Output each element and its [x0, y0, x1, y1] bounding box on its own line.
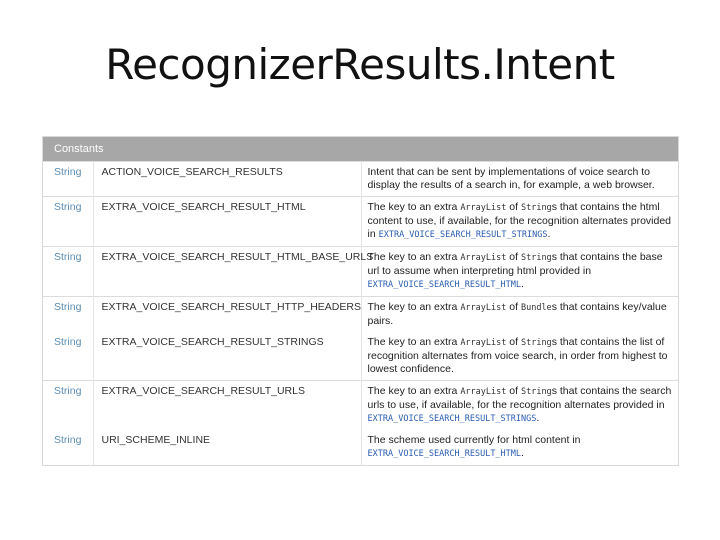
constant-description: Intent that can be sent by implementations of voice search to display the results of a search in, for example, a web browser. [361, 162, 678, 197]
constant-type[interactable]: String [43, 381, 93, 431]
code-type-ref[interactable]: ArrayList [460, 387, 507, 397]
constant-link[interactable]: EXTRA_VOICE_SEARCH_RESULT_STRINGS [378, 230, 548, 240]
table-row [43, 381, 678, 431]
code-type-ref[interactable]: Bundle [520, 303, 552, 313]
table-row [43, 430, 678, 465]
constant-description: The scheme used currently for html content in EXTRA_VOICE_SEARCH_RESULT_HTML. [361, 430, 678, 465]
table-row [43, 162, 678, 197]
constant-type[interactable]: String [43, 247, 93, 297]
constant-name[interactable]: EXTRA_VOICE_SEARCH_RESULT_URLS [93, 381, 361, 431]
constant-description: The key to an extra ArrayList of Strings that contains the base url to assume when interpreting html provided in EXTRA_VOICE_SEARCH_RESULT_HTML. [361, 247, 678, 297]
table-row [43, 247, 678, 297]
constant-name[interactable]: URI_SCHEME_INLINE [93, 430, 361, 465]
constant-description: The key to an extra ArrayList of Strings that contains the search urls to use, if available, for the recognition alternates provided in EXTRA_VOICE_SEARCH_RESULT_STRINGS. [361, 381, 678, 431]
code-type-ref[interactable]: String [520, 253, 552, 263]
table-row [43, 332, 678, 381]
code-type-ref[interactable]: ArrayList [460, 338, 507, 348]
constant-name[interactable]: ACTION_VOICE_SEARCH_RESULTS [93, 162, 361, 197]
constant-description: The key to an extra ArrayList of Bundles that contains key/value pairs. [361, 297, 678, 333]
code-type-ref[interactable]: ArrayList [460, 203, 507, 213]
constant-type[interactable]: String [54, 434, 82, 446]
code-type-ref[interactable]: ArrayList [460, 253, 507, 263]
code-type-ref[interactable]: String [520, 387, 552, 397]
table-header: Constants [43, 137, 678, 162]
constant-link[interactable]: EXTRA_VOICE_SEARCH_RESULT_STRINGS [367, 414, 537, 424]
constant-type[interactable]: String [54, 336, 82, 348]
constants-table [42, 136, 679, 466]
code-type-ref[interactable]: String [520, 203, 552, 213]
constant-description: The key to an extra ArrayList of Strings that contains the html content to use, if available, for the recognition alternates provided in EXTRA_VOICE_SEARCH_RESULT_STRINGS. [361, 197, 678, 247]
constant-description: The key to an extra ArrayList of Strings that contains the list of recognition alternates from voice search, in order from highest to lowest confidence. [361, 332, 678, 381]
constant-type[interactable]: String [43, 162, 93, 197]
constant-type[interactable]: String [43, 297, 93, 333]
constant-name[interactable]: EXTRA_VOICE_SEARCH_RESULT_HTML_BASE_URLS [93, 247, 361, 297]
constant-link[interactable]: EXTRA_VOICE_SEARCH_RESULT_HTML [367, 280, 522, 290]
table-row [43, 297, 678, 333]
constant-name[interactable]: EXTRA_VOICE_SEARCH_RESULT_HTML [93, 197, 361, 247]
code-type-ref[interactable]: String [520, 338, 552, 348]
constant-link[interactable]: EXTRA_VOICE_SEARCH_RESULT_HTML [367, 449, 522, 459]
constant-name[interactable]: EXTRA_VOICE_SEARCH_RESULT_HTTP_HEADERS [93, 297, 361, 333]
constant-name[interactable]: EXTRA_VOICE_SEARCH_RESULT_STRINGS [93, 332, 361, 381]
slide-title: RecognizerResults.Intent [105, 40, 615, 89]
table-row [43, 197, 678, 247]
constant-type[interactable]: String [43, 197, 93, 247]
code-type-ref[interactable]: ArrayList [460, 303, 507, 313]
